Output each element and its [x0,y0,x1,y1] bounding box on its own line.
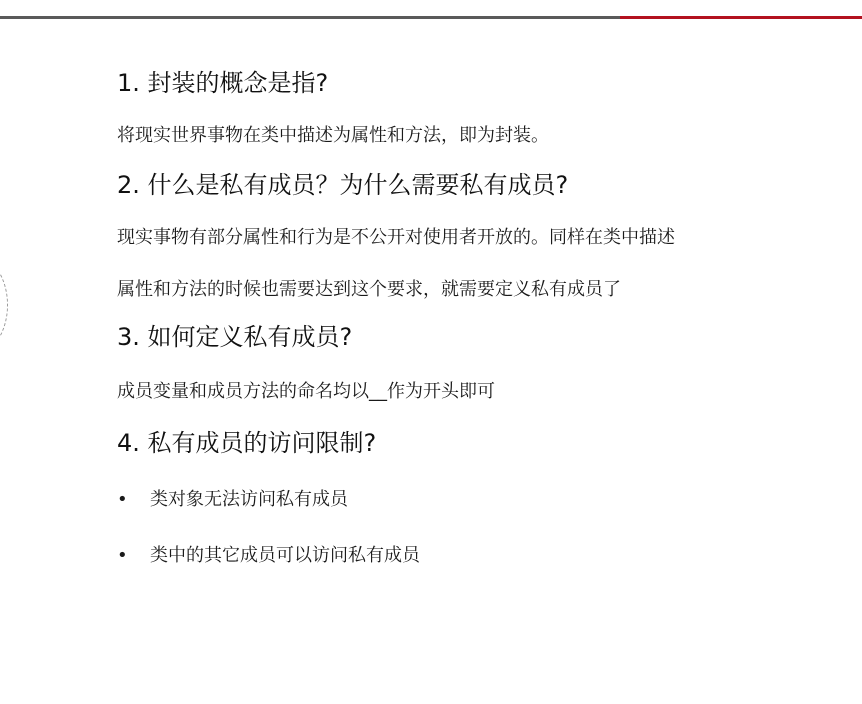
question-3: 3. 如何定义私有成员? [117,323,353,351]
list-item-text: 类中的其它成员可以访问私有成员 [150,545,420,566]
answer-4-list [117,472,817,584]
list-item [117,472,817,528]
list-item-text: 类对象无法访问私有成员 [150,489,348,510]
answer-2-line-1: 现实事物有部分属性和行为是不公开对使用者开放的。同样在类中描述 [117,227,675,248]
answer-1-line-1: 将现实世界事物在类中描述为属性和方法，即为封装。 [117,125,549,146]
answer-2-line-2: 属性和方法的时候也需要达到这个要求，就需要定义私有成员了 [117,279,621,300]
decorative-dashed-arc [0,255,8,355]
question-4: 4. 私有成员的访问限制? [117,429,377,457]
list-item [117,528,817,584]
header-rule [0,16,620,19]
bullet-icon: • [117,545,128,566]
question-1: 1. 封装的概念是指? [117,69,329,97]
question-2: 2. 什么是私有成员？为什么需要私有成员? [117,171,569,199]
header-accent-rule [620,16,862,19]
bullet-icon: • [117,489,128,510]
slide-content [117,62,817,584]
answer-3-line-1: 成员变量和成员方法的命名均以__作为开头即可 [117,381,495,402]
